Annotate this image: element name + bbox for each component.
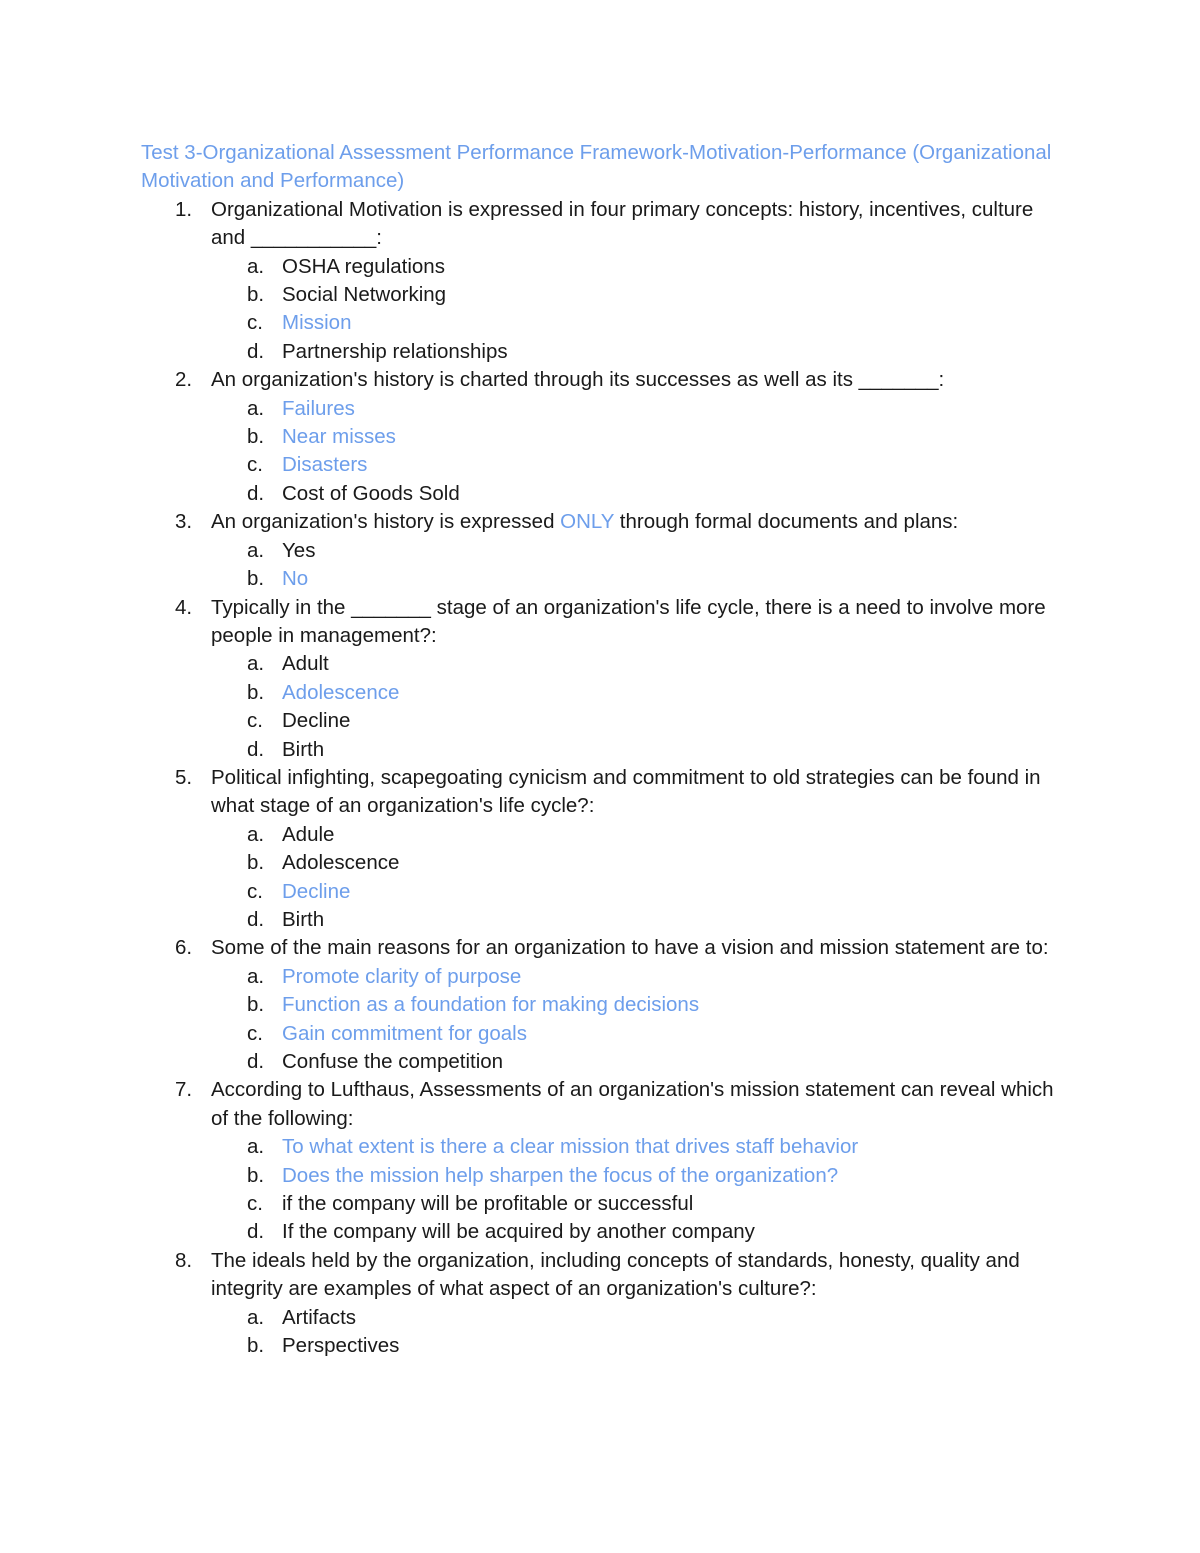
question-text-part: through formal documents and plans: [614,510,959,534]
option-letter: a. [247,822,265,846]
option-list [211,821,1061,935]
option-list [211,963,1061,1077]
option-text-correct: Failures [282,396,355,420]
option-list [211,253,1061,367]
document-title: Test 3-Organizational Assessment Performance Framework-Motivation-Performance (Organizational Motivation and Performance) [141,141,1052,193]
question-text: Some of the main reasons for an organization to have a vision and mission statement are to: [211,936,1049,960]
option-text: Decline [282,709,351,733]
question-number: 5. [175,765,193,789]
option-text: Yes [282,538,316,562]
question-text: The ideals held by the organization, including concepts of standards, honesty, quality and integrity are examples of what aspect of an organization's culture?: [211,1248,1020,1301]
question-number: 2. [175,368,193,392]
option-letter: a. [247,652,265,676]
question-text: Organizational Motivation is expressed in four primary concepts: history, incentives, culture and ___________: [211,197,1034,250]
question-2 [141,366,1061,508]
option-text-correct: To what extent is there a clear mission that drives staff behavior [282,1135,859,1159]
option-b [141,1162,1061,1190]
option-a [141,821,1061,849]
question-1 [141,196,1061,366]
question-number: 1. [175,197,193,221]
option-c [141,1020,1061,1048]
option-c [141,451,1061,479]
option-letter: d. [247,481,265,505]
option-letter: d. [247,737,265,761]
option-text: Perspectives [282,1334,400,1358]
option-b [141,423,1061,451]
option-text-correct: Function as a foundation for making decisions [282,993,700,1017]
question-3 [141,508,1061,593]
option-b [141,281,1061,309]
option-list [211,1304,1061,1361]
question-number: 8. [175,1248,193,1272]
option-c [141,878,1061,906]
option-text: Social Networking [282,283,447,307]
option-text: Artifacts [282,1305,357,1329]
option-text-correct: Decline [282,879,351,903]
option-d [141,1048,1061,1076]
option-letter: d. [247,1050,265,1073]
option-c [141,1190,1061,1218]
question-number: 6. [175,936,193,960]
question-7 [141,1076,1061,1246]
option-list [211,650,1061,764]
question-4 [141,594,1061,764]
option-text: Cost of Goods Sold [282,481,460,505]
question-number: 4. [175,595,193,619]
option-text-correct: Promote clarity of purpose [282,964,522,988]
option-a [141,1304,1061,1332]
question-text: Political infighting, scapegoating cynicism and commitment to old strategies can be found in what stage of an organization's life cycle?: [211,765,1041,818]
option-a [141,253,1061,281]
question-number: 7. [175,1078,193,1102]
option-letter: a. [247,254,265,278]
question-number: 3. [175,510,193,534]
option-text: Adolescence [282,851,400,875]
option-d [141,338,1061,366]
option-d [141,906,1061,934]
option-text: Birth [282,907,325,931]
option-list [211,537,1061,594]
option-d [141,736,1061,764]
option-b [141,1332,1061,1360]
document-body [141,139,1061,1360]
option-b [141,679,1061,707]
option-text: Adult [282,652,329,676]
question-text-emphasis: ONLY [560,510,615,534]
option-letter: b. [247,993,265,1017]
option-letter: c. [247,311,263,335]
option-text-correct: Does the mission help sharpen the focus of the organization? [282,1163,839,1187]
option-text-correct: Adolescence [282,680,400,704]
option-a [141,963,1061,991]
option-letter: d. [247,907,265,931]
option-text-correct: Near misses [282,425,396,449]
option-a [141,537,1061,565]
option-letter: a. [247,1305,265,1329]
option-letter: b. [247,1163,265,1187]
option-letter: d. [247,339,265,363]
question-list [141,196,1061,1361]
option-a [141,650,1061,678]
option-text: Birth [282,737,325,761]
option-letter: c. [247,879,263,903]
option-a [141,1133,1061,1161]
option-letter: a. [247,964,265,988]
question-text: According to Lufthaus, Assessments of an organization's mission statement can reveal which of the following: [211,1078,1054,1130]
option-text: Adule [282,822,335,846]
option-letter: a. [247,1135,265,1159]
option-letter: d. [247,1220,265,1244]
option-text: OSHA regulations [282,254,445,278]
option-text-correct: Disasters [282,453,368,477]
option-b [141,565,1061,593]
option-text-correct: Gain commitment for goals [282,1021,527,1045]
option-letter: b. [247,283,265,307]
option-d [141,480,1061,508]
question-text [211,508,1061,536]
option-list [211,395,1061,509]
option-a [141,395,1061,423]
question-5 [141,764,1061,934]
option-b [141,991,1061,1019]
question-text: An organization's history is charted through its successes as well as its _______: [211,368,945,392]
option-letter: c. [247,453,263,477]
option-c [141,309,1061,337]
option-letter: c. [247,709,263,733]
question-text: Typically in the _______ stage of an organization's life cycle, there is a need to involve more people in management?: [211,595,1046,647]
option-text-correct: No [282,567,309,591]
question-8 [141,1247,1061,1361]
question-6 [141,934,1061,1076]
option-text-correct: Mission [282,311,352,335]
option-b [141,849,1061,877]
option-letter: b. [247,567,265,591]
option-letter: a. [247,538,265,562]
question-text-part: An organization's history is expressed [211,510,561,534]
option-d [141,1218,1061,1246]
option-text: Partnership relationships [282,339,508,363]
option-text: if the company will be profitable or successful [282,1192,694,1216]
option-list [211,1133,1061,1247]
option-text: Confuse the competition [282,1050,504,1073]
option-letter: b. [247,425,265,449]
option-text: If the company will be acquired by another company [282,1220,755,1244]
option-letter: b. [247,851,265,875]
option-letter: b. [247,1334,265,1358]
option-c [141,707,1061,735]
option-letter: b. [247,680,265,704]
option-letter: c. [247,1192,263,1216]
option-letter: c. [247,1021,263,1045]
option-letter: a. [247,396,265,420]
